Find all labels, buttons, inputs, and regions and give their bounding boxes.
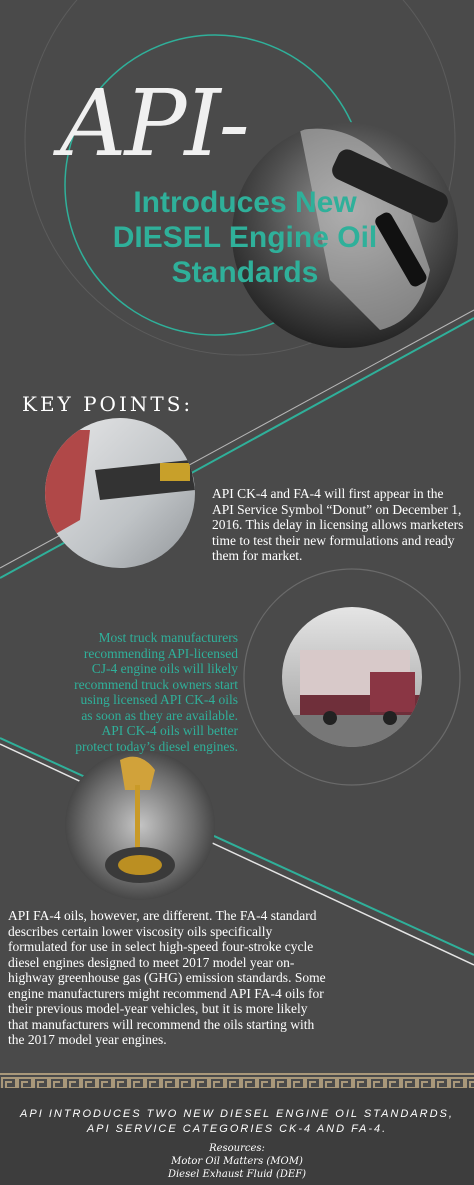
engine-oil-photo: [65, 750, 215, 900]
point-2-text: Most truck manufacturers recommending API-licensed CJ-4 engine oils will likely recommend truck owners start using licensed API CK-4 oils as soon as they are available. API CK-4 oils will better protect today’s diesel engines.: [74, 630, 238, 754]
resources-title: Resources:: [209, 1143, 265, 1154]
title-api: API-: [60, 70, 248, 177]
resource-mom: Motor Oil Matters (MOM): [171, 1156, 303, 1167]
car-fueling-photo: [40, 415, 200, 575]
resource-def: Diesel Exhaust Fluid (DEF): [167, 1169, 307, 1180]
point-3-text: API FA-4 oils, however, are different. The FA-4 standard describes certain lower viscosity oils specifically formulated for use in select high-speed four-stroke cycle diesel engines designed to meet 2017 model year on-highway greenhouse gas (GHG) emission standards. Some engine manufacturers might recommend API FA-4 oils for their previous model-year vehicles, but it is more likely that manufacturers will recommend the oils starting with the 2017 model year engines.: [8, 908, 326, 1047]
footer-line-1: API INTRODUCES TWO NEW DIESEL ENGINE OIL STANDARDS,: [20, 1108, 454, 1120]
key-points-heading: KEY POINTS:: [22, 392, 194, 416]
point-1-text: API CK-4 and FA-4 will first appear in the API Service Symbol “Donut” on December 1, 2016. This delay in licensing allows marketers time to test their new formulations and ready them for market.: [212, 486, 464, 563]
footer-line-2: API SERVICE CATEGORIES CK-4 AND FA-4.: [86, 1123, 388, 1135]
title-subtitle: Introduces New DIESEL Engine Oil Standards: [112, 186, 378, 289]
truck-photo: [280, 605, 425, 750]
